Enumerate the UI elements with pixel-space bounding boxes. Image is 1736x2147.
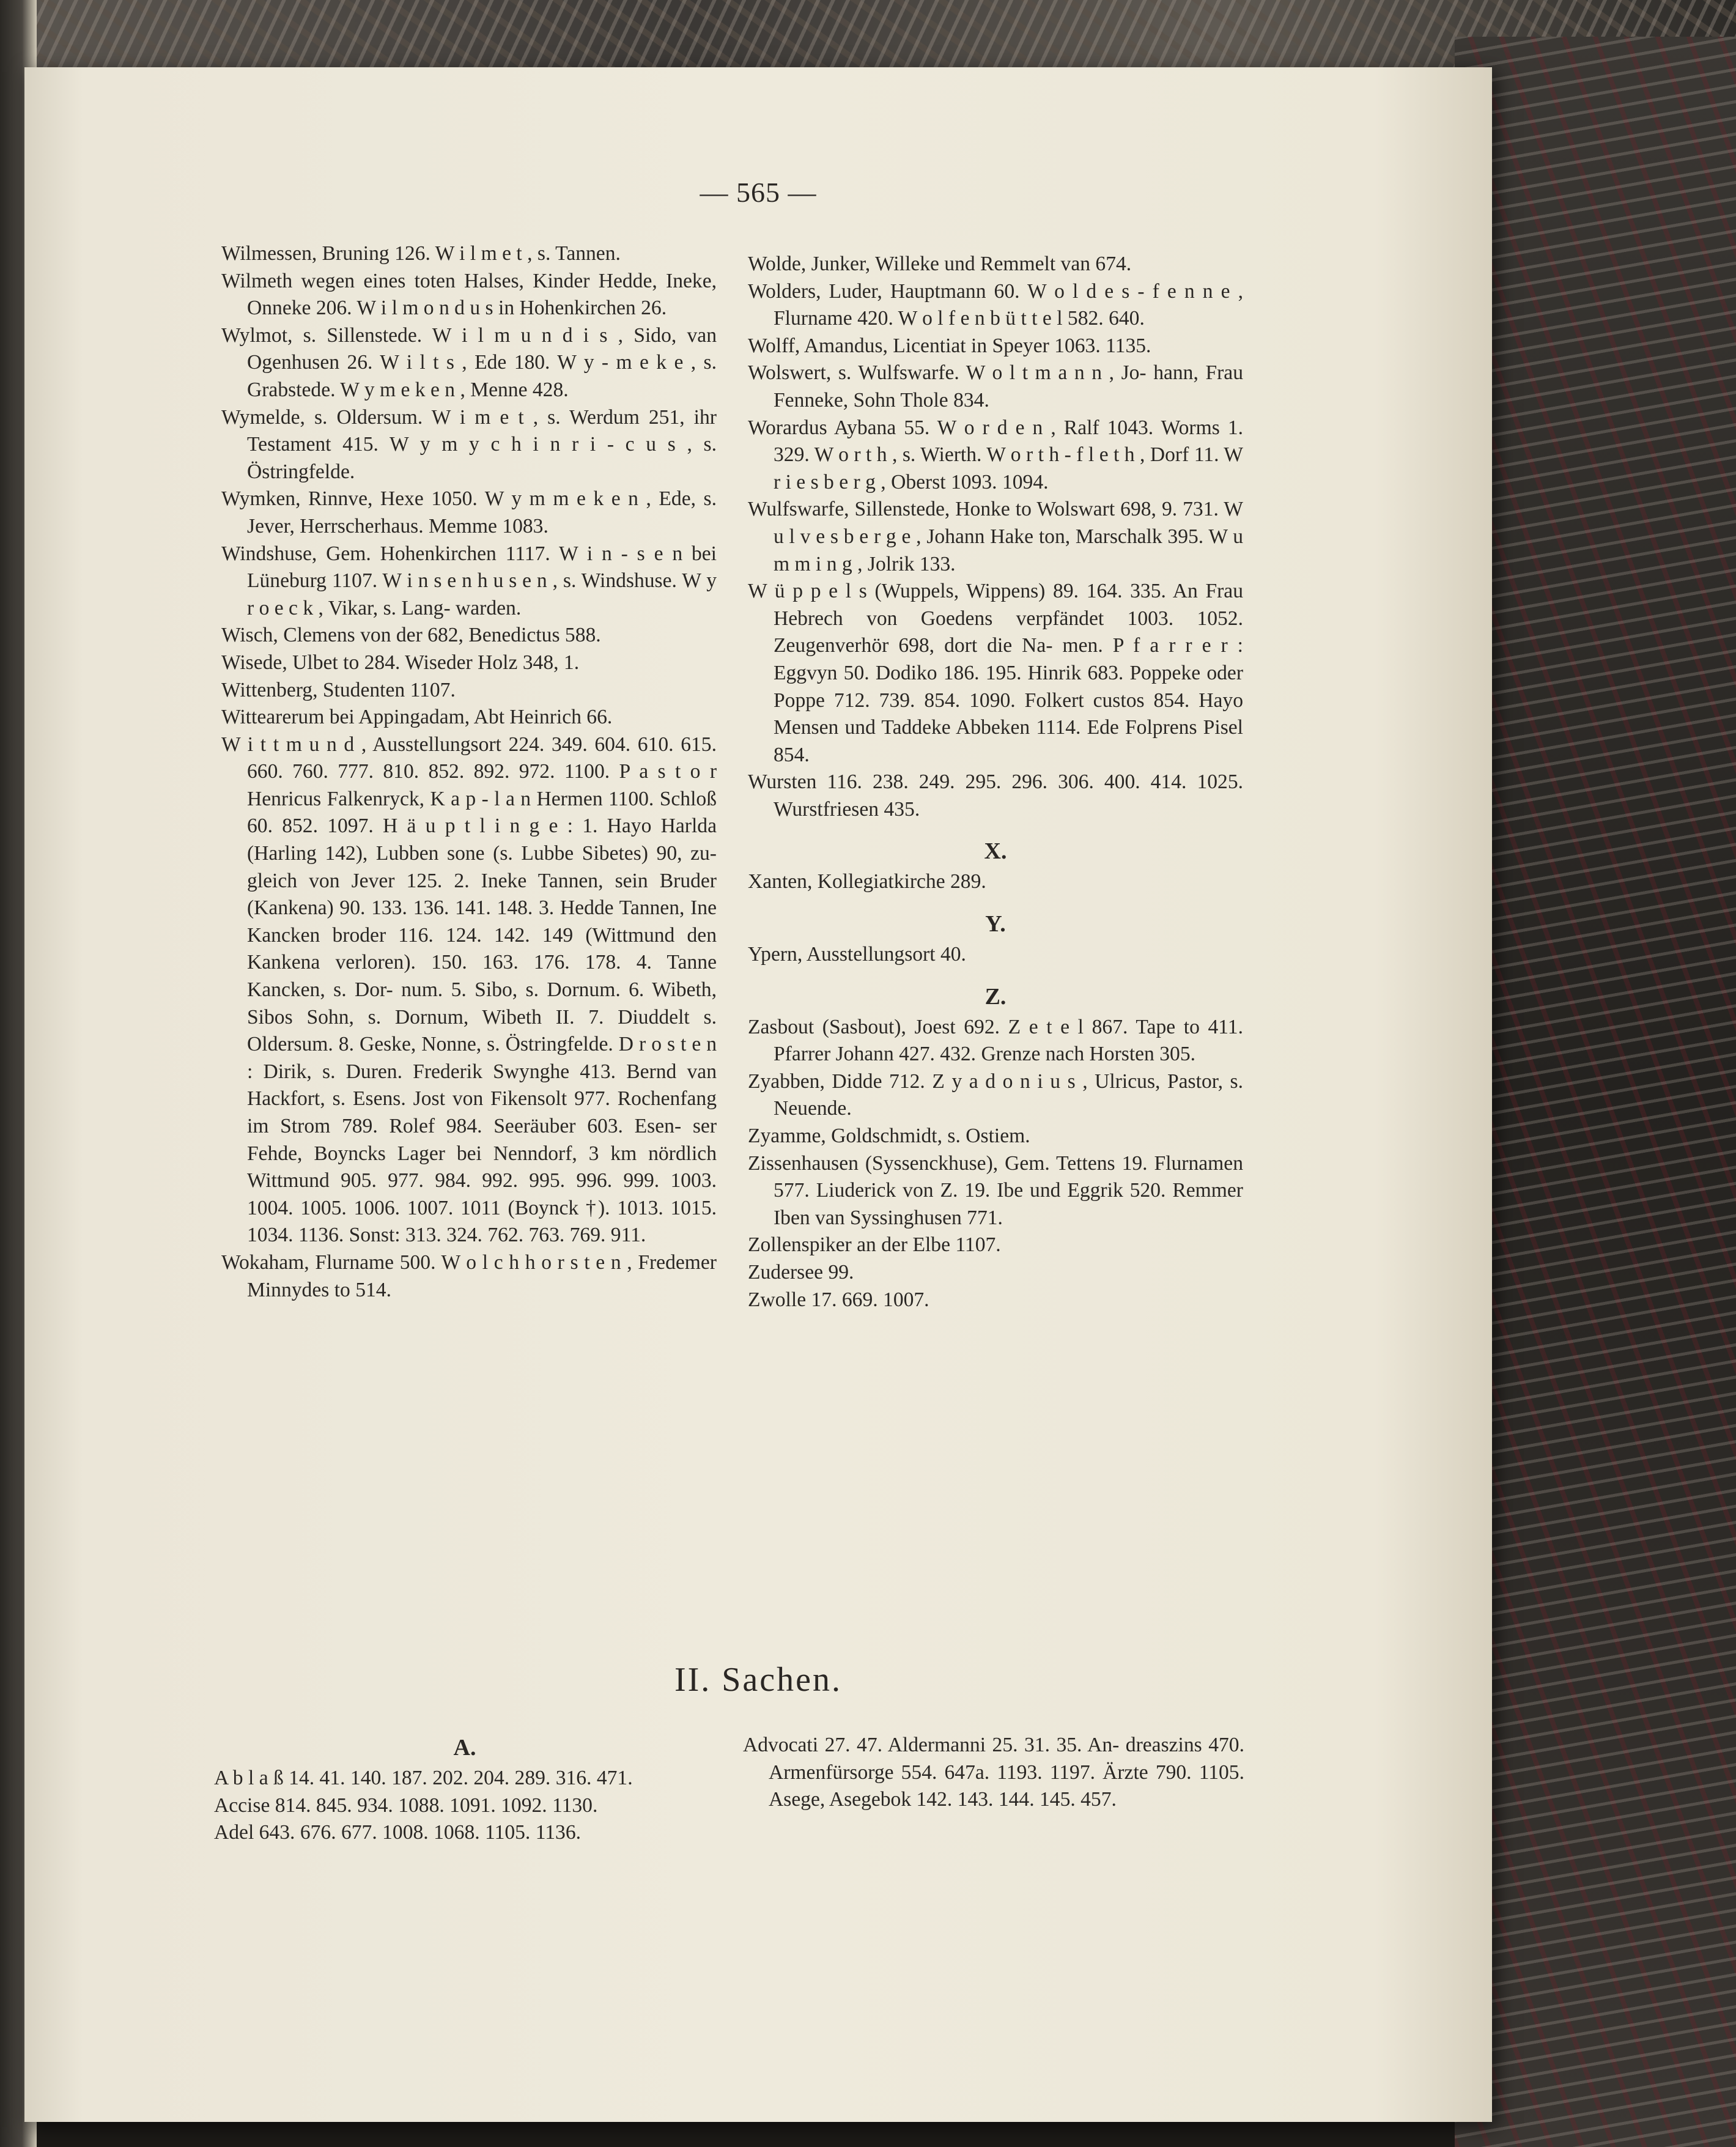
letter-heading-y: Y. [985,911,1006,937]
index-entry: Adel 643. 676. 677. 1008. 1068. 1105. 1136. [214,1821,582,1844]
index-entry: Wilmessen, Bruning 126. W i l m e t , s. Tannen. [221,242,621,265]
index-entry: Xanten, Kollegiatkirche 289. [748,870,986,893]
index-entry: Wisede, Ulbet to 284. Wiseder Holz 348, 1. [221,651,580,674]
index-entry: Zyabben, Didde 712. Z y a d o n i u s , Ulricus, Pastor, s. Neuende. [748,1070,1243,1120]
page-number: — 565 — [700,177,817,208]
index-entry: Wisch, Clemens von der 682, Benedictus 588. [221,624,601,647]
index-entry: Advocati 27. 47. Aldermanni 25. 31. 35. An- dreaszins 470. Armenfürsorge 554. 647a. 1193. 1197. Ärzte 790. 1105. Asege, Asegebok 142. 143. 144. 145. 457. [743,1734,1244,1811]
index-entry: Wolde, Junker, Willeke und Remmelt van 674. [748,253,1132,275]
index-entry: Wolff, Amandus, Licentiat in Speyer 1063. 1135. [748,334,1151,357]
index-entry: W ü p p e l s (Wuppels, Wippens) 89. 164. 335. An Frau Hebrech von Goedens verpfändet 1003. 1052. Zeugenverhör 698, dort die Na- men. P f a r r e r : Eggvyn 50. Dodiko 186. 195. Hinrik 683. Poppeke oder Poppe 712. 739. 854. 1090. Folkert custos 854. Hayo Mensen und Taddeke Abbeken 1114. Ede Folprens Pisel 854. [748,580,1243,766]
book-page [24,67,1492,2122]
marbled-cover-right [1455,37,1736,2147]
letter-heading-x: X. [984,838,1007,865]
index-entry: W i t t m u n d , Ausstellungsort 224. 349. 604. 610. 615. 660. 760. 777. 810. 852. 892. 972. 1100. P a s t o r Henricus Falkenryck, K a p - l a n Hermen 1100. Schloß 60. 852. 1097. H ä u p t l i n g e : 1. Hayo Harlda (Harling 142), Lubben sone (s. Lubbe Sibetes) 90, zu- gleich von Jever 125. 2. Ineke Tannen, sein Bruder (Kankena) 90. 133. 136. 141. 148. 3. Hedde Tannen, Ine Kancken broder 116. 124. 142. 149 (Wittmund den Kankena verloren). 150. 163. 176. 178. 4. Tanne Kancken, s. Dor- num. 5. Sibo, s. Dornum. 6. Wibeth, Sibos Sohn, s. Dornum, Wibeth II. 7. Diuddelt s. Oldersum. 8. Geske, Nonne, s. Östringfelde. D r o s t e n : Dirik, s. Duren. Frederik Swynghe 413. Bernd van Hackfort, s. Esens. Jost von Fikensolt 977. Rochenfang im Strom 789. Rolef 984. Seeräuber 603. Esen- ser Fehde, Boyncks Lager bei Nenndorf, 3 km nördlich Wittmund 905. 977. 984. 992. 995. 996. 999. 1003. 1004. 1005. 1006. 1007. 1011 (Boynck †). 1013. 1015. 1034. 1136. Sonst: 313. 324. 762. 763. 769. 911. [221,733,717,1247]
index-entry: Wulfswarfe, Sillenstede, Honke to Wolswart 698, 9. 731. W u l v e s b e r g e , Johann Hake ton, Marschalk 395. W u m m i n g , Jolrik 133. [748,498,1243,575]
index-entry: Wilmeth wegen eines toten Halses, Kinder Hedde, Ineke, Onneke 206. W i l m o n d u s in Hohenkirchen 26. [221,269,717,320]
index-entry: Wokaham, Flurname 500. W o l c h h o r s t e n , Fredemer Minnydes to 514. [221,1251,717,1301]
index-column-left [221,240,717,1304]
section-column-right [743,1732,1244,1814]
section-column-left [214,1720,715,1847]
index-entry: Accise 814. 845. 934. 1088. 1091. 1092. 1130. [214,1794,598,1817]
index-entry: Wolswert, s. Wulfswarfe. W o l t m a n n , Jo- hann, Frau Fenneke, Sohn Thole 834. [748,361,1243,412]
section-title: II. Sachen. [674,1661,842,1699]
index-entry: Zasbout (Sasbout), Joest 692. Z e t e l 867. Tape to 411. Pfarrer Johann 427. 432. Grenze nach Horsten 305. [748,1015,1243,1066]
index-entry: Worardus Aybana 55. W o r d e n , Ralf 1043. Worms 1. 329. W o r t h , s. Wierth. W o r t h - f l e t h , Dorf 11. W r i e s b e r g , Oberst 1093. 1094. [748,416,1243,493]
index-entry: Wolders, Luder, Hauptmann 60. W o l d e s - f e n n e , Flurname 420. W o l f e n b ü t t e l 582. 640. [748,279,1243,330]
index-entry: Wylmot, s. Sillenstede. W i l m u n d i s , Sido, van Ogenhusen 26. W i l t s , Ede 180. W y - m e k e , s. Grabstede. W y m e k e n , Menne 428. [221,323,717,401]
index-entry: Wittearerum bei Appingadam, Abt Heinrich 66. [221,706,613,729]
index-entry: Zissenhausen (Syssenckhuse), Gem. Tettens 19. Flurnamen 577. Liuderick von Z. 19. Ibe und Eggrik 520. Remmer Iben van Syssinghusen 771. [748,1151,1243,1229]
index-entry: Wittenberg, Studenten 1107. [221,678,456,701]
letter-heading-a: A. [453,1735,476,1761]
index-entry: Ypern, Ausstellungsort 40. [748,943,966,966]
index-entry: Windshuse, Gem. Hohenkirchen 1117. W i n - s e n bei Lüneburg 1107. W i n s e n h u s e n , s. Windshuse. W y r o e c k , Vikar, s. Lang- warden. [221,542,717,619]
index-entry: Wursten 116. 238. 249. 295. 296. 306. 400. 414. 1025. Wurstfriesen 435. [748,770,1243,821]
letter-heading-z: Z. [984,983,1007,1010]
index-entry: Zyamme, Goldschmidt, s. Ostiem. [748,1125,1030,1148]
index-entry: Wymelde, s. Oldersum. W i m e t , s. Werdum 251, ihr Testament 415. W y m y c h i n r i - c u s , s. Östringfelde. [221,405,717,483]
index-entry: Wymken, Rinnve, Hexe 1050. W y m m e k e n , Ede, s. Jever, Herrscherhaus. Memme 1083. [221,487,717,538]
index-entry: Zudersee 99. [748,1261,854,1284]
index-column-right [748,251,1243,1314]
index-entry: Zwolle 17. 669. 1007. [748,1288,929,1311]
index-entry: A b l a ß 14. 41. 140. 187. 202. 204. 289. 316. 471. [214,1767,633,1789]
index-entry: Zollenspiker an der Elbe 1107. [748,1233,1001,1257]
